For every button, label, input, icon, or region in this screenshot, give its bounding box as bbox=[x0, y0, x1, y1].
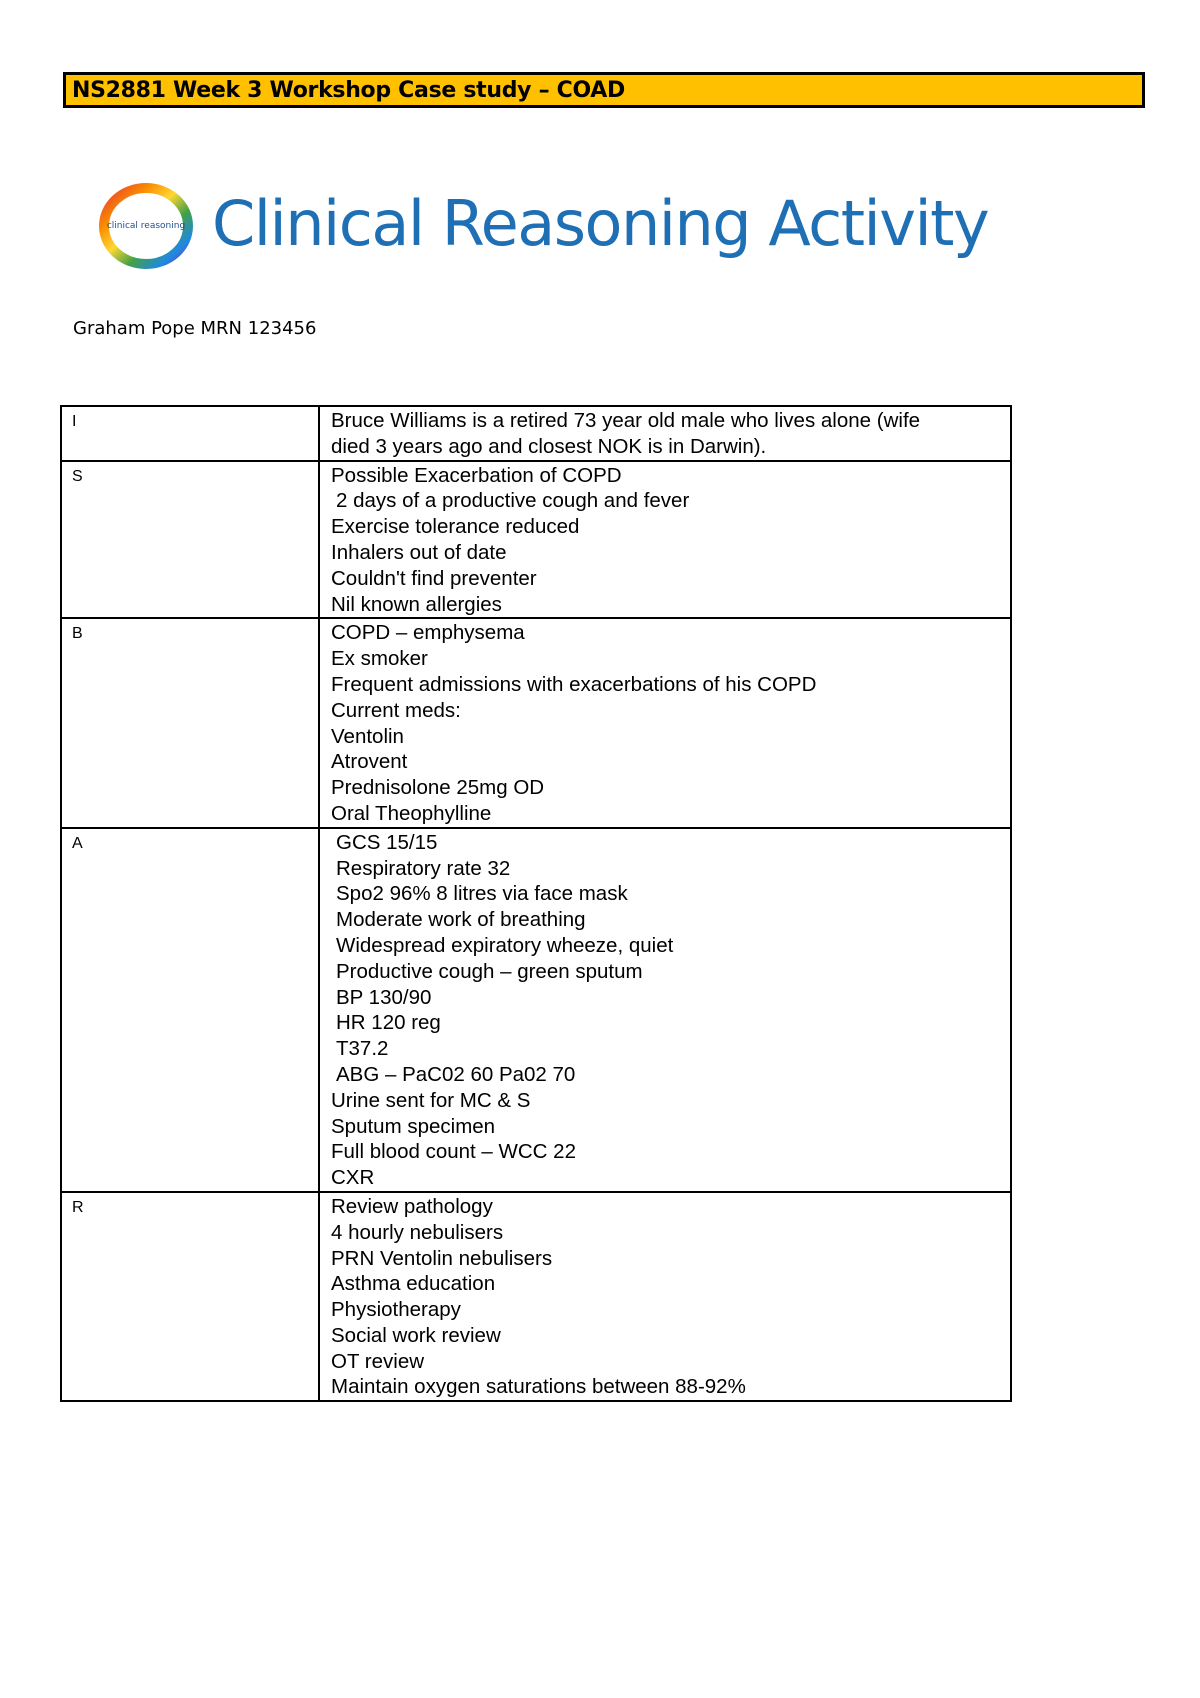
isbar-letter: I bbox=[61, 406, 319, 461]
document-title: NS2881 Week 3 Workshop Case study – COAD bbox=[72, 78, 625, 103]
isbar-line: died 3 years ago and closest NOK is in Darwin). bbox=[331, 434, 767, 458]
isbar-row-i bbox=[61, 406, 1011, 461]
isbar-content bbox=[319, 618, 1011, 827]
isbar-line: Maintain oxygen saturations between 88-92% bbox=[331, 1375, 746, 1399]
isbar-line: Bruce Williams is a retired 73 year old male who lives alone (wife bbox=[331, 409, 921, 432]
isbar-line: Atrovent bbox=[331, 750, 408, 774]
isbar-line: Moderate work of breathing bbox=[336, 908, 586, 932]
isbar-line: Possible Exacerbation of COPD bbox=[331, 463, 622, 487]
isbar-line: 2 days of a productive cough and fever bbox=[336, 489, 690, 513]
isbar-line: Widespread expiratory wheeze, quiet bbox=[336, 933, 674, 957]
isbar-line: COPD – emphysema bbox=[331, 621, 525, 645]
isbar-content bbox=[319, 1192, 1011, 1401]
clinical-reasoning-logo bbox=[96, 182, 196, 270]
isbar-letter: S bbox=[61, 461, 319, 619]
isbar-line: BP 130/90 bbox=[336, 985, 432, 1009]
isbar-content bbox=[319, 461, 1011, 619]
isbar-line: Nil known allergies bbox=[331, 592, 502, 616]
isbar-line: GCS 15/15 bbox=[336, 830, 438, 854]
isbar-line: PRN Ventolin nebulisers bbox=[331, 1246, 553, 1270]
isbar-line: Frequent admissions with exacerbations of his COPD bbox=[331, 672, 817, 696]
document-title-bar bbox=[63, 72, 1145, 108]
isbar-content bbox=[319, 828, 1011, 1192]
isbar-line: T37.2 bbox=[336, 1037, 389, 1061]
logo-text: clinical reasoning bbox=[106, 221, 186, 231]
isbar-line: CXR bbox=[331, 1166, 375, 1190]
isbar-line: Prednisolone 25mg OD bbox=[331, 776, 545, 800]
isbar-line: Asthma education bbox=[331, 1272, 496, 1296]
isbar-content bbox=[319, 406, 1011, 461]
isbar-line: Couldn't find preventer bbox=[331, 566, 537, 590]
isbar-line: Current meds: bbox=[331, 698, 461, 722]
isbar-line: Spo2 96% 8 litres via face mask bbox=[336, 882, 628, 906]
isbar-line: Sputum specimen bbox=[331, 1114, 496, 1138]
isbar-line: HR 120 reg bbox=[336, 1011, 441, 1035]
isbar-table bbox=[60, 405, 1012, 1402]
isbar-line: Full blood count – WCC 22 bbox=[331, 1140, 576, 1164]
isbar-line: 4 hourly nebulisers bbox=[331, 1220, 504, 1244]
isbar-line: Physiotherapy bbox=[331, 1298, 461, 1322]
isbar-line: Social work review bbox=[331, 1323, 501, 1347]
isbar-line: ABG – PaC02 60 Pa02 70 bbox=[336, 1062, 576, 1086]
isbar-line: OT review bbox=[331, 1349, 425, 1373]
isbar-letter: A bbox=[61, 828, 319, 1192]
isbar-line: Inhalers out of date bbox=[331, 540, 507, 564]
isbar-line: Productive cough – green sputum bbox=[336, 959, 643, 983]
isbar-letter: R bbox=[61, 1192, 319, 1401]
patient-identifier: Graham Pope MRN 123456 bbox=[73, 318, 317, 339]
isbar-line: Urine sent for MC & S bbox=[331, 1088, 531, 1112]
isbar-letter: B bbox=[61, 618, 319, 827]
isbar-row-r bbox=[61, 1192, 1011, 1401]
activity-heading: Clinical Reasoning Activity bbox=[212, 187, 989, 260]
isbar-row-s bbox=[61, 461, 1011, 619]
isbar-line: Oral Theophylline bbox=[331, 801, 492, 825]
isbar-line: Ventolin bbox=[331, 724, 404, 748]
isbar-line: Ex smoker bbox=[331, 647, 428, 671]
isbar-line: Exercise tolerance reduced bbox=[331, 515, 580, 539]
isbar-line: Respiratory rate 32 bbox=[336, 856, 511, 880]
isbar-line: Review pathology bbox=[331, 1194, 493, 1218]
isbar-row-a bbox=[61, 828, 1011, 1192]
isbar-row-b bbox=[61, 618, 1011, 827]
